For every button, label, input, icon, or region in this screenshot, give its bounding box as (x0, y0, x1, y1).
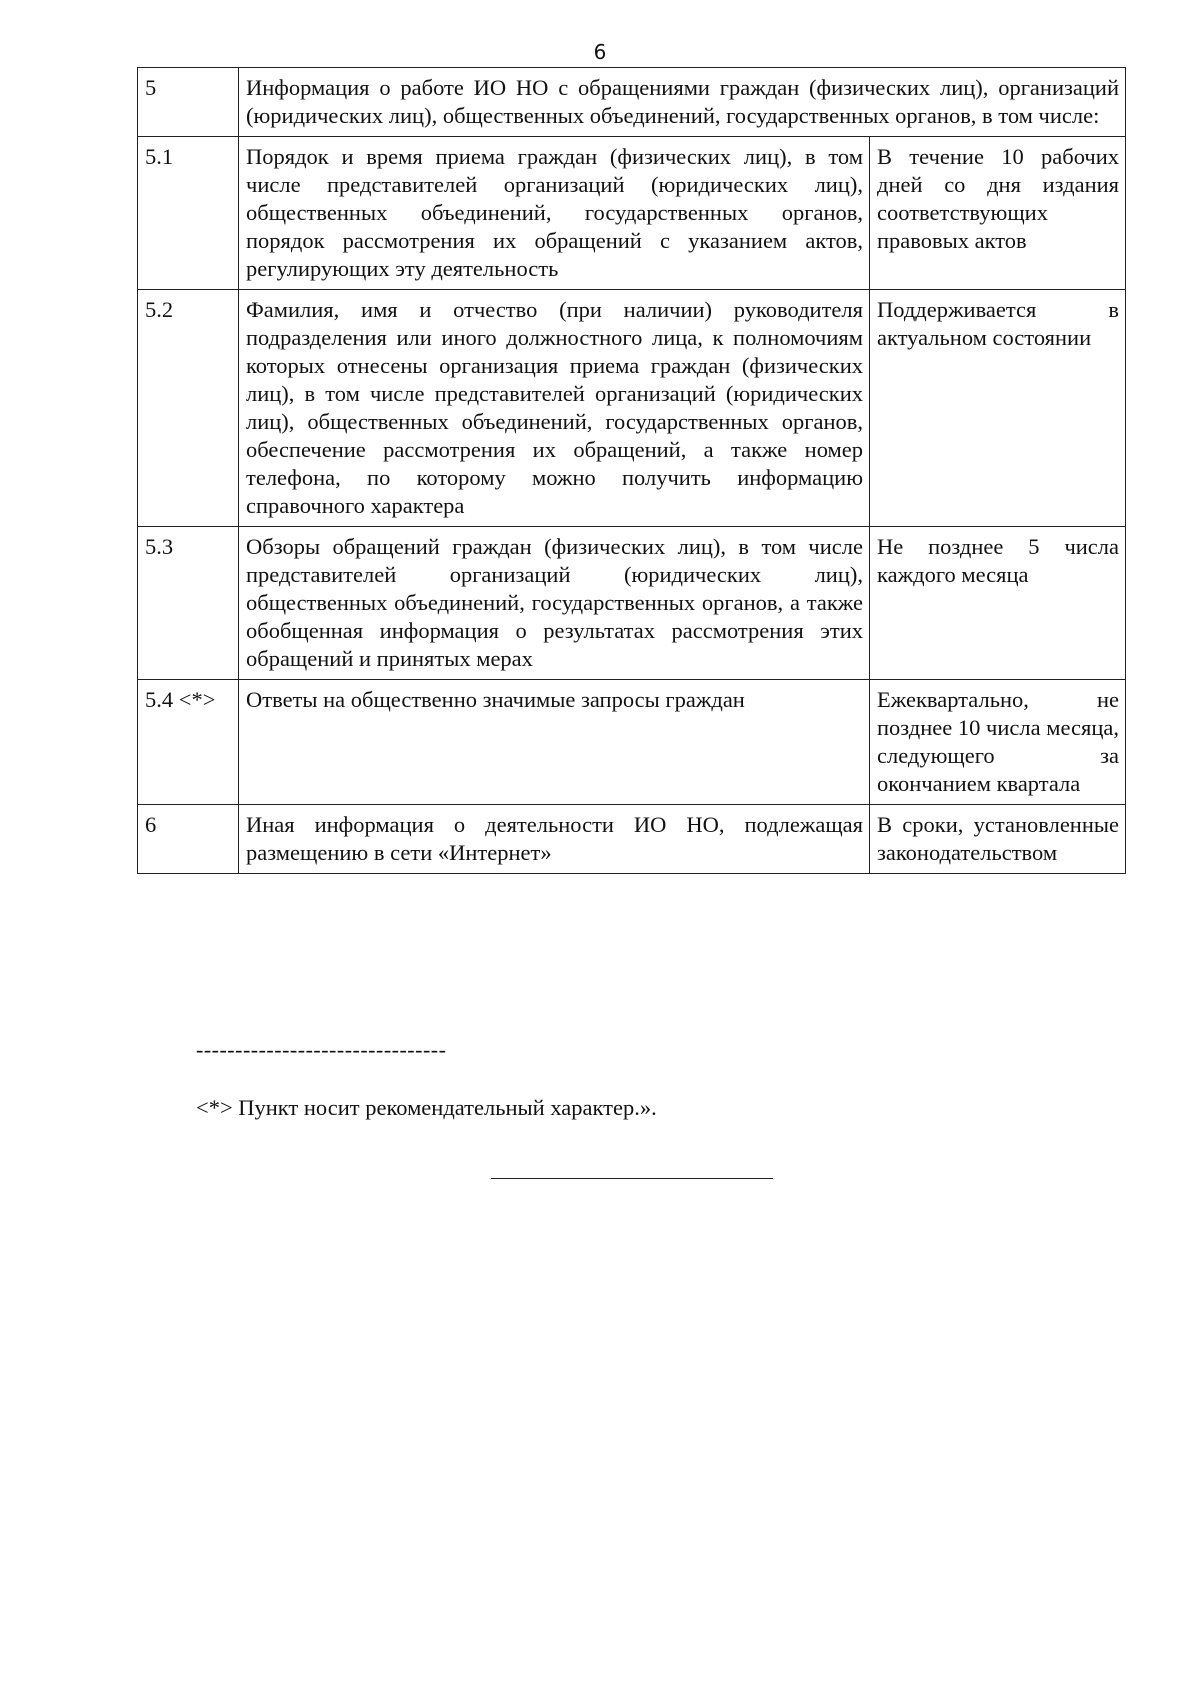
page-number: 6 (593, 40, 607, 64)
footnote: <*> Пункт носит рекомендательный характер.». (196, 1095, 657, 1120)
row-number: 5 (138, 68, 239, 137)
requirements-table (137, 67, 1126, 874)
row-deadline: Поддерживается в актуальном состоянии (870, 290, 1126, 527)
row-deadline: В течение 10 рабочих дней со дня издания соответствующих правовых актов (870, 137, 1126, 290)
table-row (138, 680, 1126, 805)
table-row (138, 137, 1126, 290)
end-of-document-line (491, 1178, 773, 1179)
row-description: Иная информация о деятельности ИО НО, подлежащая размещению в сети «Интернет» (239, 805, 870, 874)
row-deadline: Не позднее 5 числа каждого месяца (870, 527, 1126, 680)
row-deadline: Ежеквартально, не позднее 10 числа месяца, следующего за окончанием квартала (870, 680, 1126, 805)
row-description: Информация о работе ИО НО с обращениями граждан (физических лиц), организаций (юридических лиц), общественных объединений, государственных органов, в том числе: (239, 68, 1126, 137)
table-row (138, 527, 1126, 680)
row-deadline: В сроки, установленные законодательством (870, 805, 1126, 874)
row-number: 5.2 (138, 290, 239, 527)
row-description: Обзоры обращений граждан (физических лиц), в том числе представителей организаций (юридических лиц), общественных объединений, государственных органов, а также обобщенная информация о результатах рассмотрения этих обращений и принятых мерах (239, 527, 870, 680)
table-row (138, 805, 1126, 874)
row-number: 5.3 (138, 527, 239, 680)
row-description: Порядок и время приема граждан (физических лиц), в том числе представителей организаций (юридических лиц), общественных объединений, государственных органов, порядок рассмотрения их обращений с указанием актов, регулирующих эту деятельность (239, 137, 870, 290)
row-number: 5.4 <*> (138, 680, 239, 805)
row-number: 6 (138, 805, 239, 874)
row-description: Фамилия, имя и отчество (при наличии) руководителя подразделения или иного должностного лица, к полномочиям которых отнесены организация приема граждан (физических лиц), в том числе представителей организаций (юридических лиц), общественных объединений, государственных органов, обеспечение рассмотрения их обращений, а также номер телефона, по которому можно получить информацию справочного характера (239, 290, 870, 527)
row-description: Ответы на общественно значимые запросы граждан (239, 680, 870, 805)
table-row (138, 68, 1126, 137)
row-number: 5.1 (138, 137, 239, 290)
footnote-separator: -------------------------------- (196, 1037, 447, 1062)
table-row (138, 290, 1126, 527)
